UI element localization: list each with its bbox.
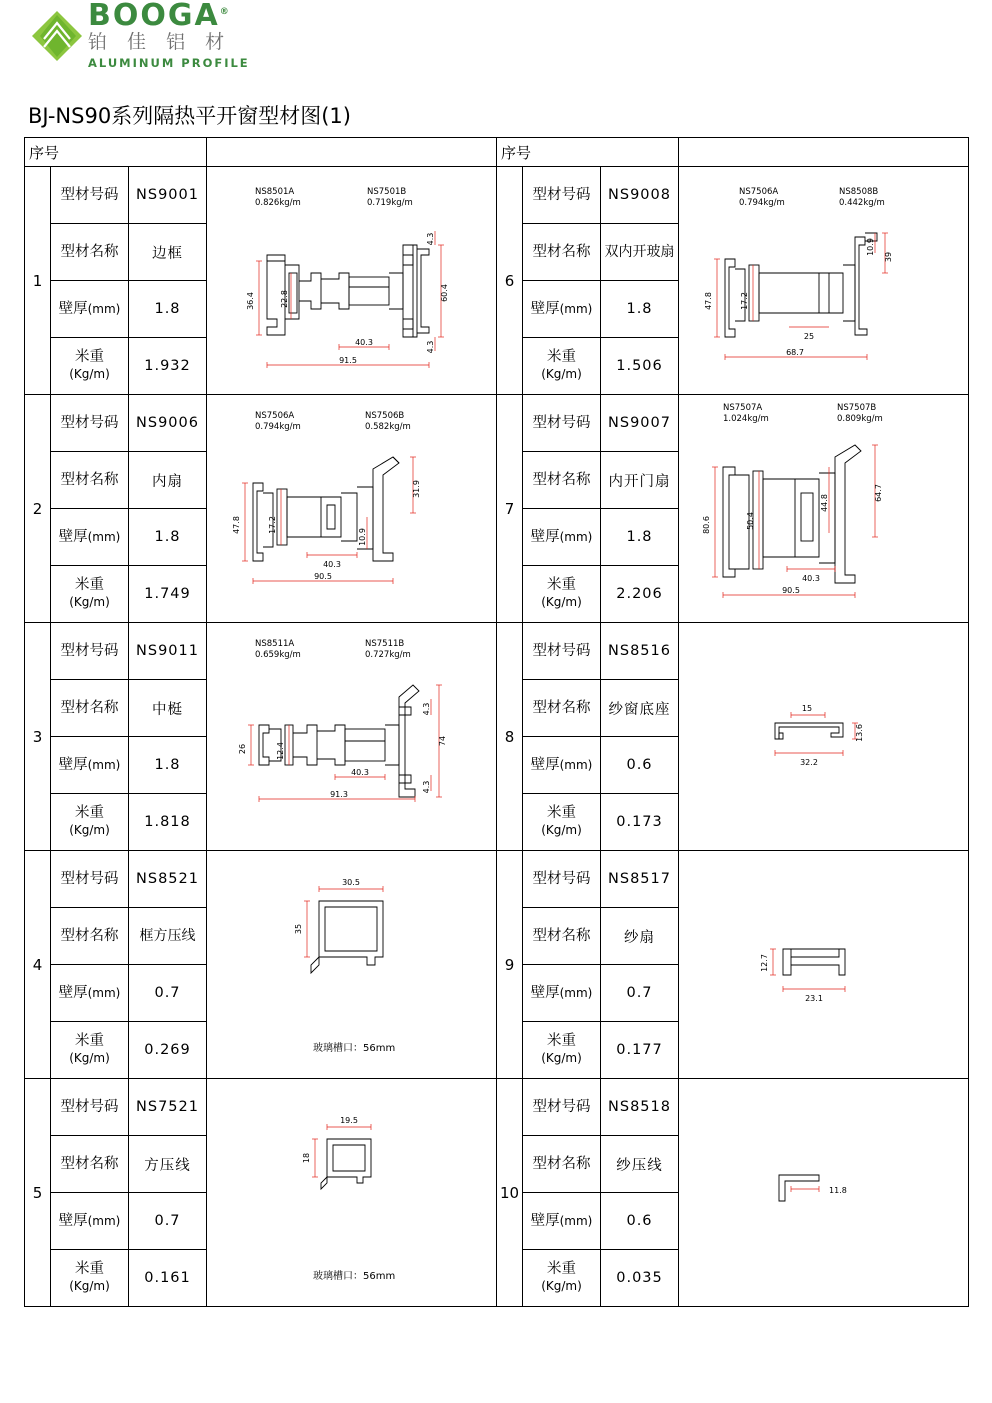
- svg-text:80.6: 80.6: [702, 515, 711, 534]
- label-weight: 米重 (Kg/m): [51, 794, 129, 851]
- glass-slot-note: 玻璃槽口：56mm: [313, 1270, 396, 1282]
- label-name: 型材名称: [51, 452, 129, 509]
- label-name: 型材名称: [51, 1136, 129, 1193]
- header-blank-right: [679, 138, 969, 167]
- svg-text:23.1: 23.1: [805, 993, 823, 1003]
- value-weight: 0.173: [601, 794, 679, 851]
- value-name: 方压线: [129, 1136, 207, 1193]
- label-weight: 米重 (Kg/m): [523, 338, 601, 395]
- label-wall: 壁厚(mm): [523, 737, 601, 794]
- value-weight: 0.177: [601, 1022, 679, 1079]
- part-code-6b: NS8508B 0.442kg/m: [839, 186, 885, 208]
- label-name: 型材名称: [51, 224, 129, 281]
- label-weight: 米重 (Kg/m): [523, 566, 601, 623]
- value-name: 边框: [129, 224, 207, 281]
- svg-text:4.3: 4.3: [426, 340, 435, 353]
- label-code: 型材号码: [51, 395, 129, 452]
- label-weight: 米重 (Kg/m): [51, 1022, 129, 1079]
- label-name: 型材名称: [523, 452, 601, 509]
- value-wall: 1.8: [129, 509, 207, 566]
- row-index: 2: [25, 395, 51, 623]
- value-wall: 1.8: [129, 737, 207, 794]
- svg-text:15: 15: [801, 703, 813, 713]
- label-wall: 壁厚(mm): [51, 1193, 129, 1250]
- drawing-cell-6: [679, 167, 969, 395]
- value-code: NS8516: [601, 623, 679, 680]
- part-code-6a: NS7506A 0.794kg/m: [739, 186, 785, 208]
- brand-name-chinese: 铂 佳 铝 材: [88, 31, 232, 54]
- value-name: 中梃: [129, 680, 207, 737]
- brand-name: BOOGA®: [88, 0, 231, 34]
- header-seq-right: 序号: [497, 138, 679, 167]
- row-index: 9: [497, 851, 523, 1079]
- part-code-2a: NS7506A 0.794kg/m: [255, 410, 301, 432]
- value-weight: 0.269: [129, 1022, 207, 1079]
- profile-drawing-ns8517: [679, 853, 968, 1077]
- label-wall: 壁厚(mm): [523, 1193, 601, 1250]
- svg-text:22.8: 22.8: [280, 289, 289, 308]
- drawing-cell-2: [207, 395, 497, 623]
- value-weight: 0.035: [601, 1250, 679, 1307]
- label-weight: 米重 (Kg/m): [523, 1250, 601, 1307]
- svg-text:32.2: 32.2: [800, 757, 818, 767]
- svg-text:12.7: 12.7: [760, 953, 769, 972]
- value-wall: 1.8: [129, 281, 207, 338]
- svg-text:50.4: 50.4: [746, 511, 755, 530]
- svg-text:60.4: 60.4: [440, 283, 449, 302]
- table-row: [25, 1079, 969, 1136]
- svg-text:40.3: 40.3: [355, 337, 373, 347]
- label-name: 型材名称: [523, 680, 601, 737]
- label-name: 型材名称: [523, 908, 601, 965]
- part-code-1a: NS8501A 0.826kg/m: [255, 186, 301, 208]
- svg-text:4.3: 4.3: [422, 780, 431, 793]
- svg-text:19.5: 19.5: [340, 1115, 358, 1125]
- part-code-3b: NS7511B 0.727kg/m: [365, 638, 411, 660]
- profile-drawing-ns9006: [207, 397, 496, 621]
- value-name: 框方压线: [129, 908, 207, 965]
- table-row: [25, 623, 969, 680]
- value-weight: 1.749: [129, 566, 207, 623]
- svg-text:30.5: 30.5: [342, 877, 360, 887]
- drawing-cell-8: [679, 623, 969, 851]
- row-index: 4: [25, 851, 51, 1079]
- label-wall: 壁厚(mm): [523, 281, 601, 338]
- label-code: 型材号码: [523, 1079, 601, 1136]
- value-name: 纱扇: [601, 908, 679, 965]
- label-weight: 米重 (Kg/m): [51, 566, 129, 623]
- svg-text:39: 39: [884, 251, 893, 262]
- part-code-1b: NS7501B 0.719kg/m: [367, 186, 413, 208]
- svg-text:12.4: 12.4: [276, 741, 285, 760]
- svg-text:90.5: 90.5: [782, 585, 800, 595]
- drawing-cell-7: [679, 395, 969, 623]
- drawing-cell-3: [207, 623, 497, 851]
- value-name: 纱压线: [601, 1136, 679, 1193]
- svg-text:74: 74: [438, 735, 447, 746]
- drawing-cell-4: [207, 851, 497, 1079]
- svg-text:25: 25: [803, 331, 815, 341]
- label-code: 型材号码: [523, 167, 601, 224]
- label-name: 型材名称: [523, 224, 601, 281]
- label-name: 型材名称: [51, 908, 129, 965]
- drawing-cell-5: [207, 1079, 497, 1307]
- part-code-3a: NS8511A 0.659kg/m: [255, 638, 301, 660]
- svg-text:13.6: 13.6: [855, 723, 864, 742]
- value-code: NS9008: [601, 167, 679, 224]
- value-weight: 2.206: [601, 566, 679, 623]
- row-index: 6: [497, 167, 523, 395]
- label-wall: 壁厚(mm): [523, 965, 601, 1022]
- label-code: 型材号码: [51, 623, 129, 680]
- label-code: 型材号码: [51, 1079, 129, 1136]
- profile-table: [24, 137, 969, 1307]
- header-blank-left: [207, 138, 497, 167]
- value-code: NS8517: [601, 851, 679, 908]
- svg-text:91.5: 91.5: [339, 355, 357, 365]
- label-wall: 壁厚(mm): [51, 965, 129, 1022]
- svg-text:40.3: 40.3: [351, 767, 369, 777]
- value-wall: 0.7: [601, 965, 679, 1022]
- svg-text:68.7: 68.7: [786, 347, 804, 357]
- value-name: 内扇: [129, 452, 207, 509]
- page-title: BJ-NS90系列隔热平开窗型材图(1): [28, 104, 351, 128]
- value-weight: 1.818: [129, 794, 207, 851]
- value-code: NS8521: [129, 851, 207, 908]
- svg-text:17.2: 17.2: [268, 515, 277, 534]
- value-code: NS8518: [601, 1079, 679, 1136]
- svg-text:4.3: 4.3: [422, 702, 431, 715]
- svg-text:44.8: 44.8: [820, 493, 829, 512]
- row-index: 10: [497, 1079, 523, 1307]
- label-weight: 米重 (Kg/m): [523, 1022, 601, 1079]
- svg-text:18: 18: [302, 1152, 311, 1163]
- label-code: 型材号码: [523, 395, 601, 452]
- label-name: 型材名称: [523, 1136, 601, 1193]
- svg-text:26: 26: [238, 743, 247, 754]
- svg-text:10.9: 10.9: [866, 237, 875, 256]
- brand-logo: [30, 0, 250, 70]
- svg-text:17.2: 17.2: [740, 291, 749, 310]
- label-code: 型材号码: [51, 851, 129, 908]
- value-wall: 0.7: [129, 1193, 207, 1250]
- value-name: 内开门扇: [601, 452, 679, 509]
- drawing-cell-10: [679, 1079, 969, 1307]
- part-code-7a: NS7507A 1.024kg/m: [723, 402, 769, 424]
- value-wall: 0.6: [601, 737, 679, 794]
- table-row: [25, 851, 969, 908]
- drawing-cell-9: [679, 851, 969, 1079]
- header-seq-left: 序号: [25, 138, 207, 167]
- svg-text:36.4: 36.4: [246, 291, 255, 310]
- row-index: 3: [25, 623, 51, 851]
- value-code: NS9006: [129, 395, 207, 452]
- value-wall: 1.8: [601, 509, 679, 566]
- drawing-cell-1: [207, 167, 497, 395]
- value-code: NS9001: [129, 167, 207, 224]
- table-header-row: [25, 138, 969, 167]
- row-index: 1: [25, 167, 51, 395]
- row-index: 8: [497, 623, 523, 851]
- label-wall: 壁厚(mm): [523, 509, 601, 566]
- value-wall: 1.8: [601, 281, 679, 338]
- svg-text:40.3: 40.3: [323, 559, 341, 569]
- label-name: 型材名称: [51, 680, 129, 737]
- svg-text:47.8: 47.8: [704, 291, 713, 310]
- label-code: 型材号码: [523, 851, 601, 908]
- profile-drawing-ns8516: [679, 625, 968, 849]
- value-weight: 1.932: [129, 338, 207, 395]
- label-weight: 米重 (Kg/m): [51, 1250, 129, 1307]
- svg-text:4.3: 4.3: [426, 232, 435, 245]
- label-wall: 壁厚(mm): [51, 281, 129, 338]
- glass-slot-note: 玻璃槽口：56mm: [313, 1042, 396, 1054]
- table-row: [25, 395, 969, 452]
- label-weight: 米重 (Kg/m): [51, 338, 129, 395]
- value-wall: 0.7: [129, 965, 207, 1022]
- svg-text:47.8: 47.8: [232, 515, 241, 534]
- profile-drawing-ns9008: [679, 169, 968, 393]
- table-row: [25, 167, 969, 224]
- svg-text:10.9: 10.9: [358, 527, 367, 546]
- profile-drawing-ns9007: [679, 397, 968, 621]
- svg-text:35: 35: [294, 923, 303, 934]
- part-code-2b: NS7506B 0.582kg/m: [365, 410, 411, 432]
- value-name: 纱窗底座: [601, 680, 679, 737]
- row-index: 5: [25, 1079, 51, 1307]
- value-weight: 0.161: [129, 1250, 207, 1307]
- value-name: 双内开玻扇: [601, 224, 679, 281]
- profile-drawing-ns8518: [679, 1081, 968, 1305]
- svg-text:91.3: 91.3: [330, 789, 348, 799]
- svg-text:64.7: 64.7: [874, 483, 883, 502]
- profile-drawing-ns9001: [207, 169, 496, 393]
- svg-text:40.3: 40.3: [802, 573, 820, 583]
- value-weight: 1.506: [601, 338, 679, 395]
- svg-text:11.8: 11.8: [829, 1185, 847, 1195]
- value-code: NS9011: [129, 623, 207, 680]
- value-code: NS7521: [129, 1079, 207, 1136]
- brand-subtitle: ALUMINUM PROFILE: [88, 55, 250, 70]
- value-code: NS9007: [601, 395, 679, 452]
- label-wall: 壁厚(mm): [51, 737, 129, 794]
- profile-drawing-ns9011: [207, 625, 496, 849]
- label-weight: 米重 (Kg/m): [523, 794, 601, 851]
- svg-text:31.9: 31.9: [412, 479, 421, 498]
- part-code-7b: NS7507B 0.809kg/m: [837, 402, 883, 424]
- svg-text:90.5: 90.5: [314, 571, 332, 581]
- label-code: 型材号码: [51, 167, 129, 224]
- label-code: 型材号码: [523, 623, 601, 680]
- logo-mark-icon: [30, 9, 84, 63]
- label-wall: 壁厚(mm): [51, 509, 129, 566]
- value-wall: 0.6: [601, 1193, 679, 1250]
- row-index: 7: [497, 395, 523, 623]
